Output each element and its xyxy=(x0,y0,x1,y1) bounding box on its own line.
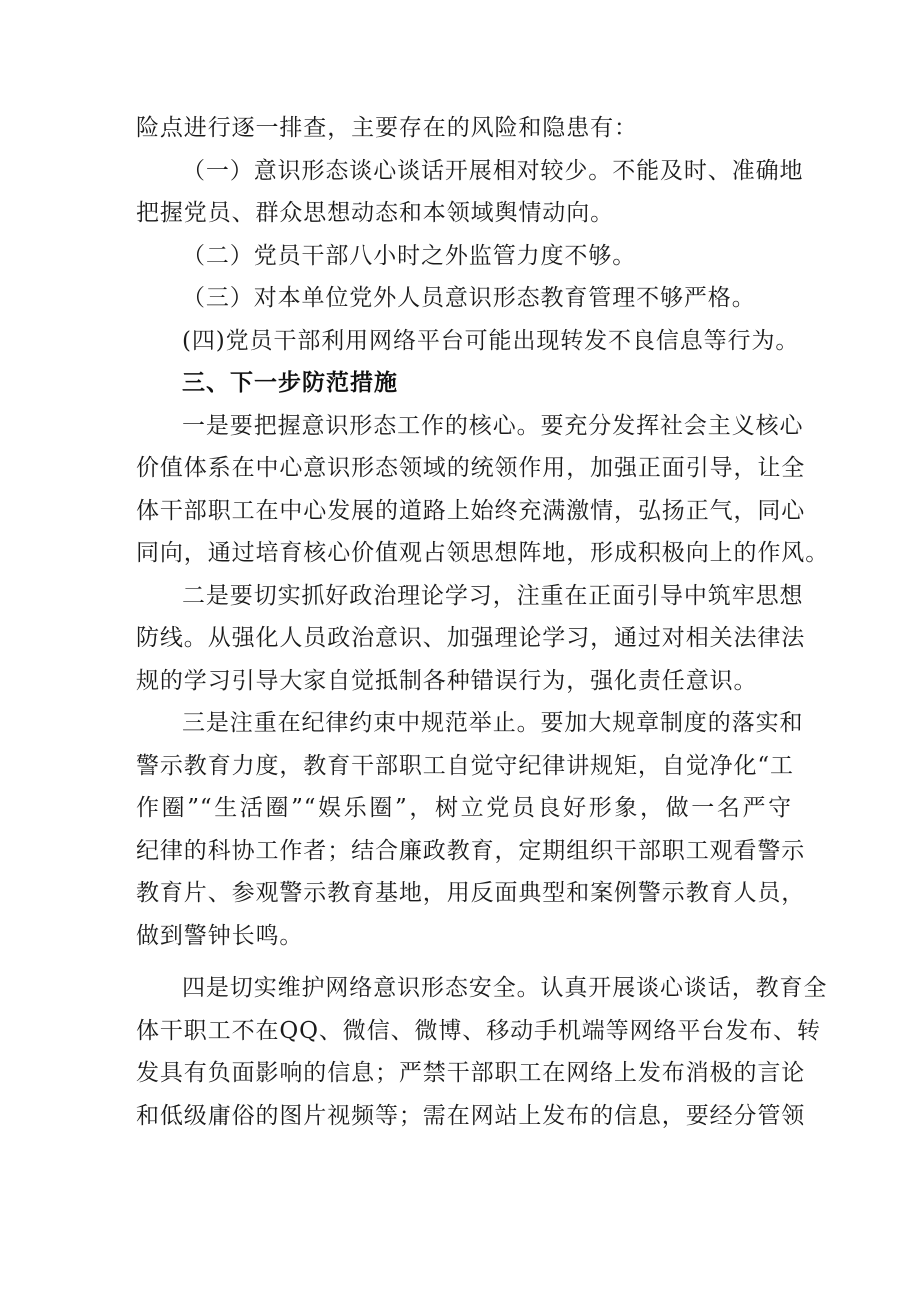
text-line: 三是注重在纪律约束中规范举止。要加大规章制度的落实和 xyxy=(182,710,804,736)
paragraph-risk-3 xyxy=(136,277,792,320)
text-line: 同向，通过培育核心价值观占领思想阵地，形成积极向上的作风。 xyxy=(136,540,830,566)
text-line: 纪律的科协工作者；结合廉政教育，定期组织干部职工观看警示 xyxy=(136,837,806,864)
text-line: 防线。从强化人员政治意识、加强理论学习，通过对相关法律法 xyxy=(136,625,806,651)
paragraph-risk-1 xyxy=(136,150,804,235)
text-line: 和低级庸俗的图片视频等；需在网站上发布的信息，要经分管领 xyxy=(136,1102,806,1129)
text-line: 险点进行逐一排查，主要存在的风险和隐患有： xyxy=(136,115,638,141)
text-line: （一）意识形态谈心谈话开展相对较少。不能及时、准确地 xyxy=(182,157,804,184)
document-body xyxy=(136,107,830,1137)
text-line: 规的学习引导大家自觉抵制各种错误行为，强化责任意识。 xyxy=(136,667,758,694)
text-line: （二）党员干部八小时之外监管力度不够。 xyxy=(182,242,637,269)
text-line: 体干职工不在QQ、微信、微博、移动手机端等网络平台发布、转 xyxy=(136,1017,821,1044)
paragraph-measure-1 xyxy=(136,405,830,575)
paragraph-measure-4 xyxy=(136,967,828,1137)
paragraph-measure-3 xyxy=(136,702,806,957)
text-line: 教育片、参观警示教育基地，用反面典型和案例警示教育人员， xyxy=(136,880,806,906)
paragraph-risk-intro xyxy=(136,107,792,150)
text-line: 警示教育力度，教育干部职工自觉守纪律讲规矩，自觉净化“工 xyxy=(136,752,794,779)
text-line: (四)党员干部利用网络平台可能出现转发不良信息等行为。 xyxy=(182,327,800,354)
text-line: 作圈”“生活圈”“娱乐圈”，树立党员良好形象，做一名严守 xyxy=(136,795,792,821)
paragraph-measure-2 xyxy=(136,575,806,703)
text-line: 二是要切实抓好政治理论学习，注重在正面引导中筑牢思想 xyxy=(182,582,804,609)
heading-text: 三、下一步防范措施 xyxy=(182,370,398,396)
text-line: 体干部职工在中心发展的道路上始终充满激情，弘扬正气，同心 xyxy=(136,497,806,524)
paragraph-risk-2 xyxy=(136,235,792,278)
section-heading-next-steps xyxy=(136,362,792,405)
text-line: 发具有负面影响的信息；严禁干部职工在网络上发布消极的言论 xyxy=(136,1060,806,1086)
text-line: 四是切实维护网络意识形态安全。认真开展谈心谈话，教育全 xyxy=(182,975,828,1001)
paragraph-risk-4 xyxy=(136,320,800,363)
text-line: 做到警钟长鸣。 xyxy=(136,922,304,949)
text-line: 价值体系在中心意识形态领域的统领作用，加强正面引导，让全 xyxy=(136,455,806,481)
text-line: 一是要把握意识形态工作的核心。要充分发挥社会主义核心 xyxy=(182,412,804,439)
text-line: 把握党员、群众思想动态和本领域舆情动向。 xyxy=(136,200,614,226)
text-line: （三）对本单位党外人员意识形态教育管理不够严格。 xyxy=(182,285,756,311)
